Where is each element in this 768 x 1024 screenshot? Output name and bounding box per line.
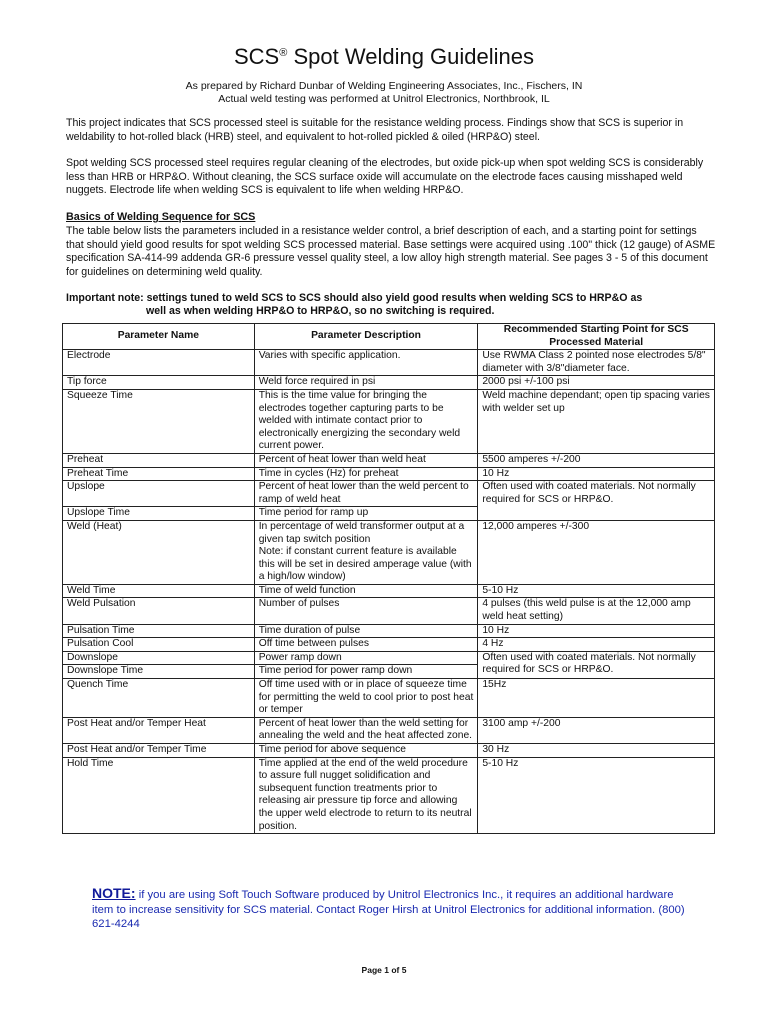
param-name: Upslope: [63, 481, 255, 507]
param-rec: Use RWMA Class 2 pointed nose electrodes 5/8" diameter with 3/8"diameter face.: [478, 350, 715, 376]
important-note-line2: well as when welding HRP&O to HRP&O, so no switching is required.: [146, 305, 495, 317]
header-recommended-start: Recommended Starting Point for SCS Processed Material: [478, 324, 715, 350]
table-row: [63, 598, 715, 624]
subtitle-author: As prepared by Richard Dunbar of Welding Engineering Associates, Inc., Fischers, IN: [185, 80, 583, 92]
param-rec: 4 Hz: [478, 638, 715, 652]
table-row: [63, 481, 715, 507]
param-desc: Time of weld function: [254, 584, 478, 598]
param-name: Electrode: [63, 350, 255, 376]
param-name: Downslope: [63, 651, 255, 665]
param-name: Squeeze Time: [63, 389, 255, 453]
param-desc: Number of pulses: [254, 598, 478, 624]
table-header-row: [63, 324, 715, 350]
param-desc: Power ramp down: [254, 651, 478, 665]
parameters-table: [62, 323, 715, 834]
param-rec: 10 Hz: [478, 467, 715, 481]
param-rec: 2000 psi +/-100 psi: [478, 376, 715, 390]
intro-paragraph: This project indicates that SCS processed steel is suitable for the resistance welding process. Findings show that SCS is superior in weldability to hot-rolled black (HRB) steel, and equivalent to hot-rolled pickled & oiled (HRP&O) steel.: [66, 117, 684, 143]
param-name: Preheat: [63, 453, 255, 467]
param-desc: Weld force required in psi: [254, 376, 478, 390]
param-name: Weld Time: [63, 584, 255, 598]
param-name: Preheat Time: [63, 467, 255, 481]
param-rec: 5500 amperes +/-200: [478, 453, 715, 467]
param-rec: 10 Hz: [478, 624, 715, 638]
title-prefix: SCS: [234, 44, 280, 69]
basics-paragraph: The table below lists the parameters included in a resistance welder control, a brief description of each, and a starting point for settings that should yield good results for spot welding SCS processed material. Base settings were acquired using .100" thick (12 gauge) of ASME specification SA-414-99 addenda GR-6 pressure vessel quality steel, a low alloy high strength material. See pages 3 - 5 of this document for guidelines on determining weld quality.: [66, 225, 716, 278]
param-desc: Time period for above sequence: [254, 744, 478, 758]
param-name: Weld Pulsation: [63, 598, 255, 624]
param-desc: Time in cycles (Hz) for preheat: [254, 467, 478, 481]
param-rec: Often used with coated materials. Not normally required for SCS or HRP&O.: [478, 481, 715, 521]
table-row: [63, 651, 715, 665]
table-row: [63, 467, 715, 481]
table-row: [63, 679, 715, 718]
table-row: [63, 717, 715, 743]
param-rec: Weld machine dependant; open tip spacing varies with welder set up: [478, 389, 715, 453]
param-desc: Percent of heat lower than weld heat: [254, 453, 478, 467]
important-note-line1: Important note: settings tuned to weld SCS to SCS should also yield good results when welding SCS to HRP&O as: [66, 292, 643, 304]
param-rec: 4 pulses (this weld pulse is at the 12,000 amp weld heat setting): [478, 598, 715, 624]
param-rec: 12,000 amperes +/-300: [478, 520, 715, 584]
param-desc: In percentage of weld transformer output at a given tap switch position Note: if constant current feature is available this will be set in desired amperage value (with a high/low window): [254, 520, 478, 584]
page-number: Page 1 of 5: [361, 965, 407, 975]
param-rec: 5-10 Hz: [478, 757, 715, 834]
cleaning-paragraph: Spot welding SCS processed steel requires regular cleaning of the electrodes, but oxide pick-up when spot welding SCS is considerably less than HRB or HRP&O. Without cleaning, the SCS surface oxide will accumulate on the electrode faces causing misshaped weld nuggets. Electrode life when welding SCS is equivalent to life when welding HRP&O.: [66, 157, 704, 196]
param-name: Post Heat and/or Temper Time: [63, 744, 255, 758]
registered-mark: ®: [279, 47, 288, 59]
param-desc: Time period for power ramp down: [254, 665, 478, 679]
table-row: [63, 453, 715, 467]
table-row: [63, 389, 715, 453]
param-desc: Percent of heat lower than the weld setting for annealing the weld and the heat affected zone.: [254, 717, 478, 743]
param-desc: Off time between pulses: [254, 638, 478, 652]
table-row: [63, 584, 715, 598]
param-rec: 15Hz: [478, 679, 715, 718]
param-desc: Varies with specific application.: [254, 350, 478, 376]
param-desc: Off time used with or in place of squeeze time for permitting the weld to cool prior to post heat or temper: [254, 679, 478, 718]
header-parameter-name: Parameter Name: [63, 324, 255, 350]
table-row: [63, 638, 715, 652]
param-rec: Often used with coated materials. Not normally required for SCS or HRP&O.: [478, 651, 715, 678]
param-name: Tip force: [63, 376, 255, 390]
param-rec: 30 Hz: [478, 744, 715, 758]
page-title: [0, 44, 768, 70]
table-row: [63, 376, 715, 390]
title-text: Spot Welding Guidelines: [287, 44, 534, 69]
param-name: Pulsation Time: [63, 624, 255, 638]
param-desc: Percent of heat lower than the weld percent to ramp of weld heat: [254, 481, 478, 507]
table-row: [63, 520, 715, 584]
param-name: Downslope Time: [63, 665, 255, 679]
note-text: if you are using Soft Touch Software produced by Unitrol Electronics Inc., it requires an additional hardware item to increase sensitivity for SCS material. Contact Roger Hirsh at Unitrol Electronics for additional information. (800) 621-4244: [92, 889, 685, 931]
param-name: Upslope Time: [63, 507, 255, 521]
param-desc: Time duration of pulse: [254, 624, 478, 638]
important-note: [66, 292, 716, 318]
table-row: [63, 757, 715, 834]
table-row: [63, 744, 715, 758]
basics-heading: Basics of Welding Sequence for SCS: [66, 211, 256, 223]
param-name: Hold Time: [63, 757, 255, 834]
table-row: [63, 624, 715, 638]
param-name: Post Heat and/or Temper Heat: [63, 717, 255, 743]
param-desc: Time applied at the end of the weld procedure to assure full nugget solidification and subsequent function treatments prior to releasing air pressure tip force and allowing the upper weld electrode to return to its neutral position.: [254, 757, 478, 834]
param-desc: This is the time value for bringing the electrodes together capturing parts to be welded with intimate contact prior to electronically energizing the secondary weld current power.: [254, 389, 478, 453]
param-name: Pulsation Cool: [63, 638, 255, 652]
table-row: [63, 350, 715, 376]
note-label: NOTE:: [92, 885, 136, 901]
param-rec: 3100 amp +/-200: [478, 717, 715, 743]
software-note: [92, 886, 692, 932]
param-name: Weld (Heat): [63, 520, 255, 584]
subtitle-testing: Actual weld testing was performed at Unitrol Electronics, Northbrook, IL: [218, 93, 550, 105]
param-desc: Time period for ramp up: [254, 507, 478, 521]
param-rec: 5-10 Hz: [478, 584, 715, 598]
header-parameter-description: Parameter Description: [254, 324, 478, 350]
param-name: Quench Time: [63, 679, 255, 718]
